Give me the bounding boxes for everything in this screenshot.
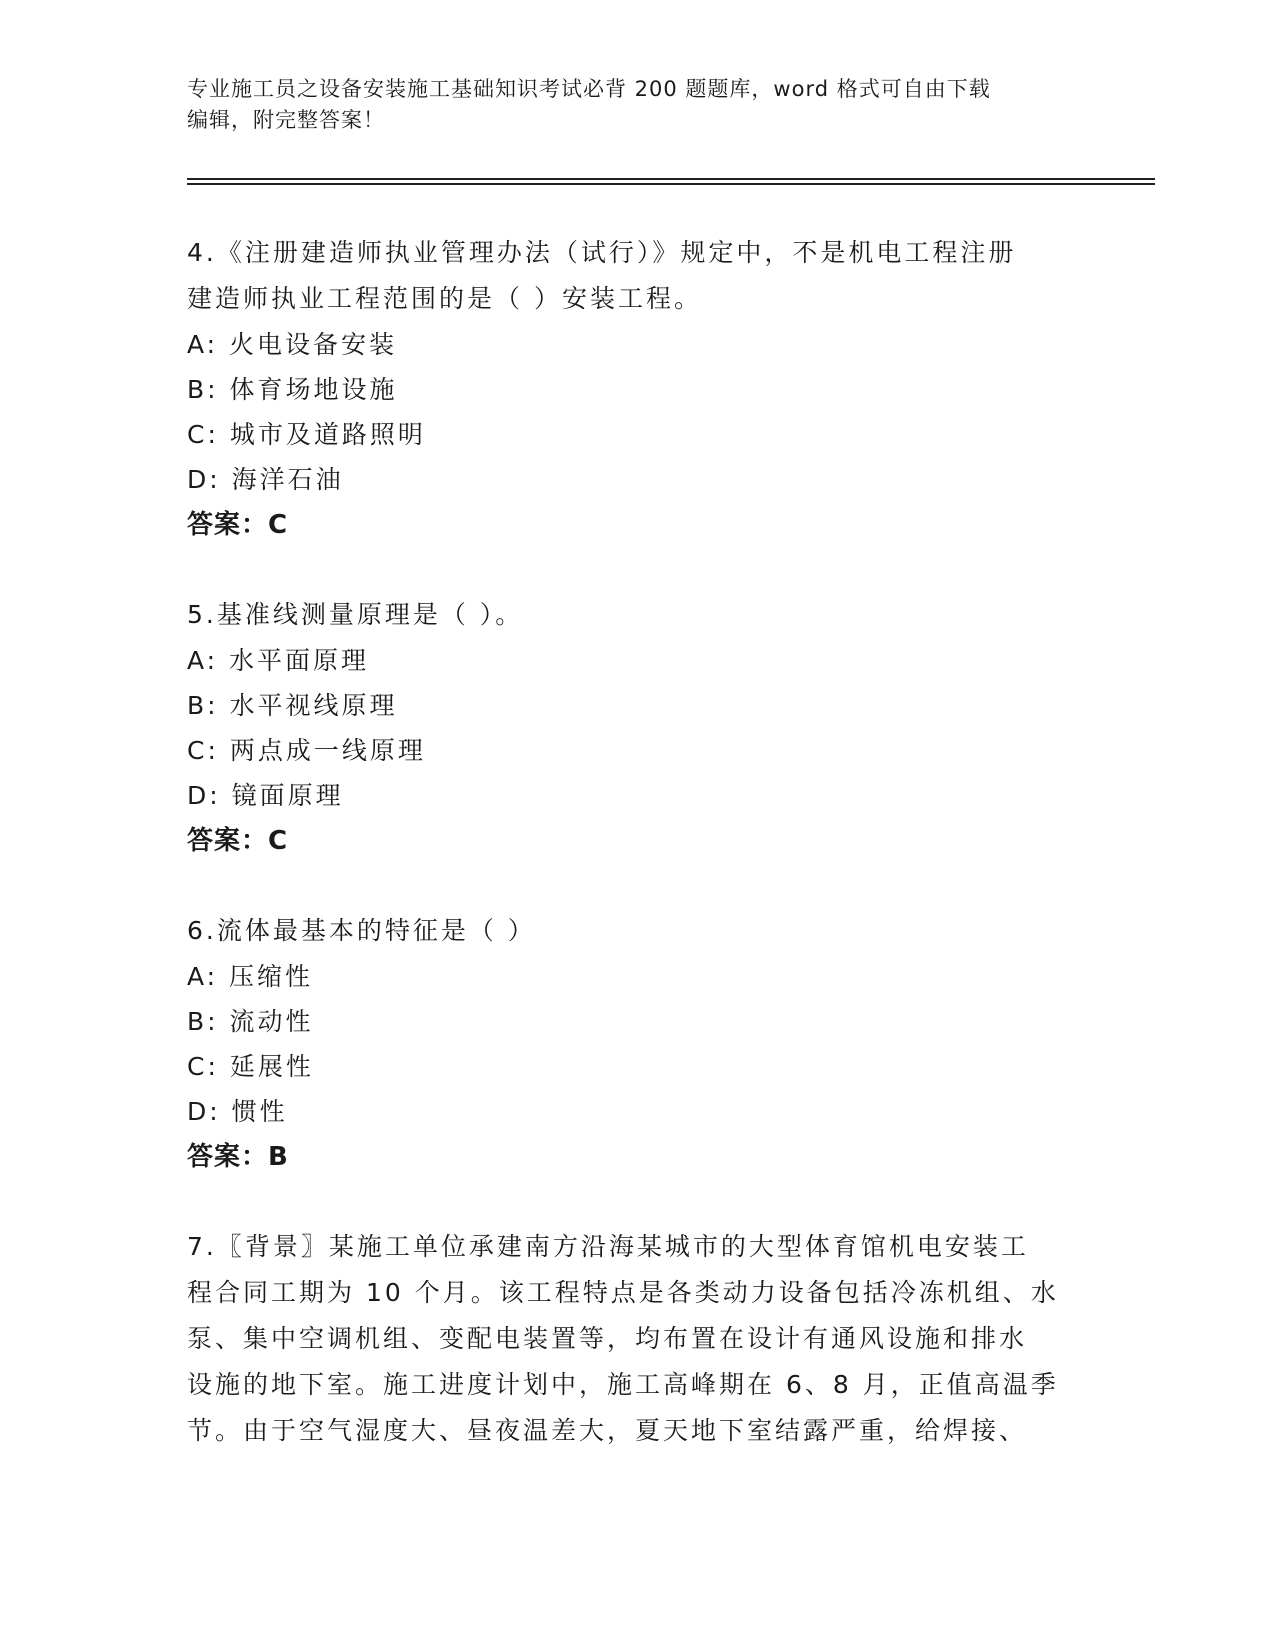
- header-divider-bottom: [187, 183, 1155, 185]
- question-block-6: [187, 908, 1087, 1180]
- question-text: 7.〖背景〗某施工单位承建南方沿海某城市的大型体育馆机电安装工: [187, 1232, 1029, 1261]
- option-a: A: 压缩性: [187, 962, 314, 991]
- question-text: 4.《注册建造师执业管理办法（试行）》规定中，不是机电工程注册: [187, 238, 1017, 267]
- answer-line: 答案：C: [187, 826, 289, 856]
- option-c: C: 城市及道路照明: [187, 420, 426, 449]
- option-b: B: 体育场地设施: [187, 375, 398, 404]
- spacer: [187, 1180, 1087, 1224]
- option-c: C: 两点成一线原理: [187, 736, 426, 765]
- option-c: C: 延展性: [187, 1052, 314, 1081]
- question-text: 建造师执业工程范围的是（ ）安装工程。: [187, 284, 702, 313]
- answer-line: 答案：B: [187, 1142, 289, 1172]
- spacer: [187, 548, 1087, 592]
- header-divider-top: [187, 178, 1155, 180]
- question-text: 程合同工期为 10 个月。该工程特点是各类动力设备包括冷冻机组、水: [187, 1278, 1059, 1307]
- option-b: B: 水平视线原理: [187, 691, 398, 720]
- question-text: 泵、集中空调机组、变配电装置等，均布置在设计有通风设施和排水: [187, 1324, 1028, 1353]
- option-d: D: 海洋石油: [187, 465, 344, 494]
- question-text: 5.基准线测量原理是（ ）。: [187, 600, 524, 629]
- spacer: [187, 864, 1087, 908]
- question-text: 6.流体最基本的特征是（ ）: [187, 916, 536, 945]
- header-line-1: 专业施工员之设备安装施工基础知识考试必背 200 题题库，word 格式可自由下载: [187, 77, 991, 101]
- question-block-7: [187, 1224, 1087, 1454]
- answer-line: 答案：C: [187, 510, 289, 540]
- option-d: D: 镜面原理: [187, 781, 344, 810]
- header-line-2: 编辑，附完整答案！: [187, 108, 385, 132]
- option-a: A: 水平面原理: [187, 646, 370, 675]
- option-d: D: 惯性: [187, 1097, 288, 1126]
- question-block-5: [187, 592, 1087, 864]
- question-list: [187, 230, 1087, 1454]
- question-text: 节。由于空气湿度大、昼夜温差大，夏天地下室结露严重，给焊接、: [187, 1416, 1028, 1445]
- question-block-4: [187, 230, 1087, 548]
- option-a: A: 火电设备安装: [187, 330, 398, 359]
- question-text: 设施的地下室。施工进度计划中，施工高峰期在 6、8 月，正值高温季: [187, 1370, 1059, 1399]
- document-header: [187, 74, 1067, 136]
- option-b: B: 流动性: [187, 1007, 314, 1036]
